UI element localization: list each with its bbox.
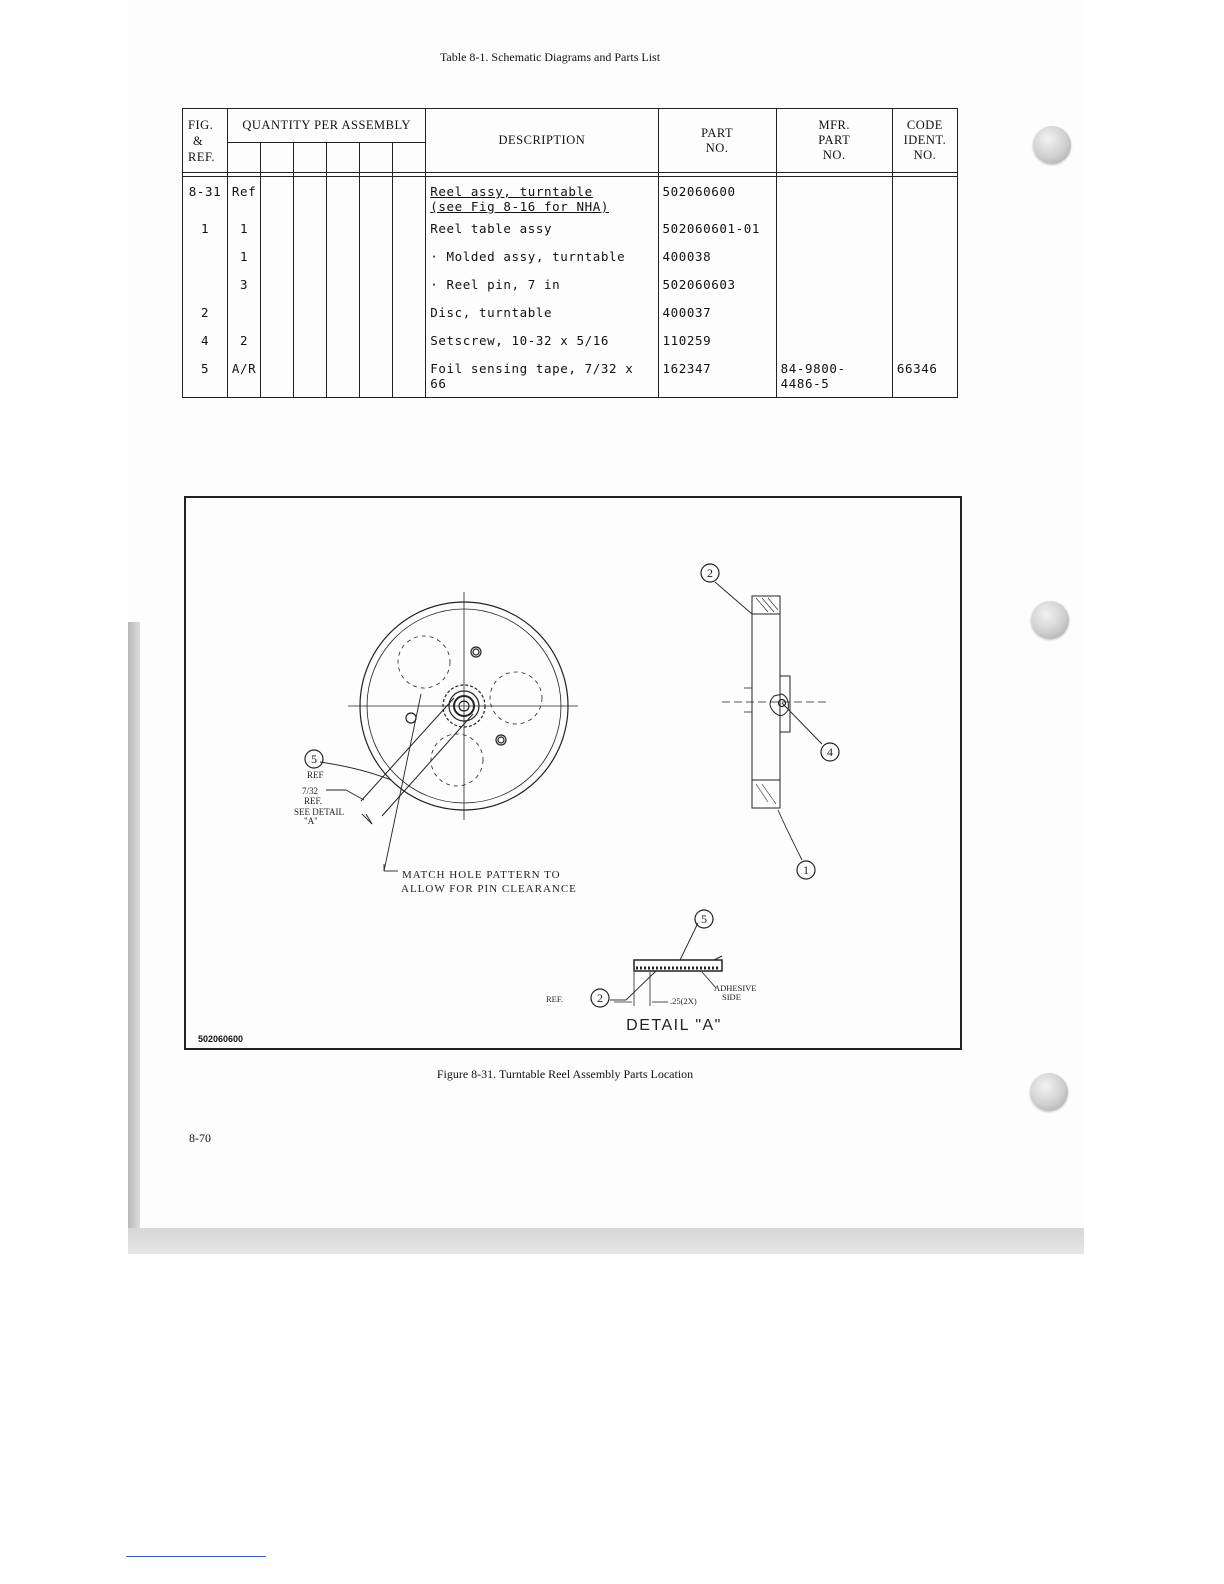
cell-fig-ref-line: 1 — [200, 221, 210, 236]
cell-qty-empty — [261, 242, 294, 270]
parts-list-table — [182, 108, 958, 398]
cell-part-no-line: 502060600 — [662, 184, 736, 199]
callout-5: 5 — [311, 752, 317, 766]
label-see-detail: SEE DETAIL — [294, 807, 345, 817]
cell-fig-ref-line: 4 — [200, 333, 210, 348]
turntable-drawing — [186, 498, 960, 1048]
label-detail-a-small: "A" — [304, 816, 318, 826]
cell-qty-empty — [327, 177, 360, 215]
cell-description-line: (see Fig 8-16 for NHA) — [430, 199, 609, 214]
leader-callout-4 — [782, 703, 822, 744]
cell-qty — [228, 354, 261, 398]
reel-pin — [473, 649, 479, 655]
cell-part-no — [658, 270, 776, 298]
cell-qty — [228, 214, 261, 242]
table-row — [183, 242, 958, 270]
reel-pin — [406, 713, 416, 723]
scan-edge-left — [128, 622, 140, 1254]
cell-qty-empty — [360, 298, 393, 326]
cell-qty-empty — [294, 326, 327, 354]
cell-qty-empty — [261, 354, 294, 398]
cell-qty-empty — [393, 354, 426, 398]
binder-hole-middle — [1031, 601, 1069, 639]
cell-description-line: Foil sensing tape, 7/32 x — [430, 361, 634, 376]
cell-fig-ref-line: 2 — [200, 305, 210, 320]
cell-qty-line: 2 — [239, 333, 249, 348]
cell-qty — [228, 298, 261, 326]
cell-qty-empty — [327, 270, 360, 298]
cell-mfr-part-no — [776, 298, 892, 326]
cell-qty-line: 1 — [239, 221, 249, 236]
cell-mfr-part-no-line: 84-9800- — [780, 361, 846, 376]
cell-qty-line: 3 — [239, 277, 249, 292]
cell-part-no-line: 400038 — [662, 249, 712, 264]
cell-qty — [228, 270, 261, 298]
cell-description — [426, 298, 658, 326]
cell-part-no — [658, 214, 776, 242]
callout-2-detail: 2 — [597, 991, 603, 1005]
cell-qty-empty — [327, 242, 360, 270]
drawing-number: 502060600 — [198, 1034, 244, 1044]
cell-code-ident — [892, 298, 957, 326]
cell-mfr-part-no — [776, 214, 892, 242]
cell-qty — [228, 177, 261, 215]
cell-code-ident — [892, 354, 957, 398]
cell-qty-line: 1 — [239, 249, 249, 264]
reel-hole-pattern — [490, 672, 542, 724]
cell-part-no-line: 502060601-01 — [662, 221, 761, 236]
label-ref-dot: REF. — [304, 796, 323, 806]
header-code-ident: CODE IDENT. NO. — [892, 109, 957, 173]
cell-code-ident — [892, 214, 957, 242]
table-row — [183, 326, 958, 354]
callout-2: 2 — [707, 566, 713, 580]
cell-fig-ref-line: 8-31 — [188, 184, 222, 199]
cell-qty-empty — [393, 242, 426, 270]
cell-mfr-part-no — [776, 354, 892, 398]
scan-edge-bottom — [128, 1228, 1084, 1254]
foil-tape-edge — [382, 714, 473, 816]
cell-qty-empty — [360, 270, 393, 298]
table-row — [183, 177, 958, 215]
figure-caption: Figure 8-31. Turntable Reel Assembly Parts Location — [436, 1067, 694, 1081]
figure-frame — [184, 496, 962, 1050]
cell-qty-empty — [294, 177, 327, 215]
cell-part-no — [658, 354, 776, 398]
header-mfr-part-no: MFR. PART NO. — [776, 109, 892, 173]
binder-hole-top — [1033, 126, 1071, 164]
table-row — [183, 270, 958, 298]
cell-fig-ref — [183, 177, 228, 215]
cell-part-no-line: 502060603 — [662, 277, 736, 292]
cell-qty-empty — [360, 177, 393, 215]
header-description: DESCRIPTION — [426, 109, 658, 173]
cell-qty-empty — [327, 298, 360, 326]
qty-subcol — [393, 143, 426, 173]
qty-subcol — [228, 143, 261, 173]
callout-1: 1 — [803, 863, 809, 877]
label-dim-25: .25(2X) — [670, 996, 697, 1006]
cell-qty-line: A/R — [231, 361, 257, 376]
callout-4: 4 — [827, 745, 833, 759]
cell-description — [426, 326, 658, 354]
cell-description-line: Reel table assy — [430, 221, 553, 236]
cell-part-no — [658, 298, 776, 326]
cell-description-line: 66 — [430, 376, 447, 391]
cell-qty-empty — [360, 214, 393, 242]
cell-qty-empty — [393, 298, 426, 326]
label-adhesive: ADHESIVE — [714, 983, 757, 993]
cell-description — [426, 242, 658, 270]
header-fig-ref: FIG. & REF. — [183, 109, 228, 173]
cell-mfr-part-no — [776, 242, 892, 270]
label-match-line-2: ALLOW FOR PIN CLEARANCE — [401, 883, 577, 895]
cell-fig-ref-line: 5 — [200, 361, 210, 376]
foil-tape-edge — [361, 698, 454, 801]
header-quantity: QUANTITY PER ASSEMBLY — [228, 109, 426, 143]
cell-mfr-part-no — [776, 177, 892, 215]
cell-qty — [228, 326, 261, 354]
cell-code-ident — [892, 177, 957, 215]
cell-qty-empty — [294, 270, 327, 298]
cell-description — [426, 177, 658, 215]
cell-description-line: · Reel pin, 7 in — [430, 277, 561, 292]
detail-a-title: DETAIL "A" — [626, 1017, 722, 1034]
cell-fig-ref — [183, 326, 228, 354]
cell-description — [426, 214, 658, 242]
cell-part-no-line: 400037 — [662, 305, 712, 320]
cell-qty-empty — [360, 354, 393, 398]
cell-fig-ref — [183, 298, 228, 326]
reel-pin — [498, 737, 504, 743]
label-7-32: 7/32 — [302, 786, 319, 796]
leader-callout-5 — [320, 762, 391, 780]
leader-callout-1 — [778, 810, 802, 860]
cell-part-no — [658, 177, 776, 215]
table-row — [183, 354, 958, 398]
table-row — [183, 214, 958, 242]
cell-description-line: · Molded assy, turntable — [430, 249, 626, 264]
cell-qty-empty — [261, 298, 294, 326]
qty-subcol — [261, 143, 294, 173]
cell-qty-empty — [294, 354, 327, 398]
cell-mfr-part-no-line: 4486-5 — [780, 376, 830, 391]
cell-qty-empty — [393, 326, 426, 354]
cell-code-ident-line: 66346 — [896, 361, 938, 376]
bottom-rule — [126, 1556, 266, 1557]
header-part-no: PART NO. — [658, 109, 776, 173]
cell-qty-empty — [261, 214, 294, 242]
cell-description-line: Disc, turntable — [430, 305, 553, 320]
cell-fig-ref — [183, 354, 228, 398]
qty-subcol — [327, 143, 360, 173]
label-side: SIDE — [722, 992, 741, 1002]
cell-qty-empty — [360, 242, 393, 270]
cell-qty-empty — [393, 177, 426, 215]
cell-fig-ref — [183, 214, 228, 242]
cell-qty-empty — [261, 270, 294, 298]
leader-match-hole — [384, 694, 421, 871]
cell-qty-empty — [327, 214, 360, 242]
cell-qty-empty — [393, 214, 426, 242]
cell-qty-empty — [294, 214, 327, 242]
cell-part-no-line: 162347 — [662, 361, 712, 376]
qty-subcol — [294, 143, 327, 173]
cell-qty-empty — [294, 242, 327, 270]
cell-qty-line: Ref — [231, 184, 257, 199]
cell-fig-ref — [183, 242, 228, 270]
cell-description-line: Reel assy, turntable — [430, 184, 593, 199]
cell-part-no — [658, 242, 776, 270]
cell-qty-empty — [393, 270, 426, 298]
table-caption: Table 8-1. Schematic Diagrams and Parts List — [439, 50, 661, 64]
cell-description-line: Setscrew, 10-32 x 5/16 — [430, 333, 609, 348]
cell-code-ident — [892, 242, 957, 270]
leader-detail-5 — [680, 923, 698, 960]
cell-code-ident — [892, 270, 957, 298]
cell-qty-empty — [261, 177, 294, 215]
cell-qty-empty — [294, 298, 327, 326]
cell-qty-empty — [360, 326, 393, 354]
binder-hole-bottom — [1030, 1073, 1068, 1111]
page-number: 8-70 — [189, 1131, 211, 1145]
reel-hole-pattern — [398, 636, 450, 688]
label-ref-detail: REF. — [546, 994, 564, 1004]
label-ref: REF — [307, 770, 324, 780]
cell-part-no-line: 110259 — [662, 333, 712, 348]
cell-qty-empty — [327, 354, 360, 398]
cell-part-no — [658, 326, 776, 354]
reel-hole-pattern — [431, 734, 483, 786]
label-match-line-1: MATCH HOLE PATTERN TO — [402, 869, 561, 881]
cell-description — [426, 354, 658, 398]
cell-qty — [228, 242, 261, 270]
qty-subcol — [360, 143, 393, 173]
cell-fig-ref — [183, 270, 228, 298]
leader-callout-2 — [715, 582, 752, 614]
cell-mfr-part-no — [776, 326, 892, 354]
cell-mfr-part-no — [776, 270, 892, 298]
cell-code-ident — [892, 326, 957, 354]
cell-qty-empty — [261, 326, 294, 354]
cell-qty-empty — [327, 326, 360, 354]
table-row — [183, 298, 958, 326]
cell-description — [426, 270, 658, 298]
callout-5-detail: 5 — [701, 912, 707, 926]
disc-side-top — [752, 596, 780, 614]
